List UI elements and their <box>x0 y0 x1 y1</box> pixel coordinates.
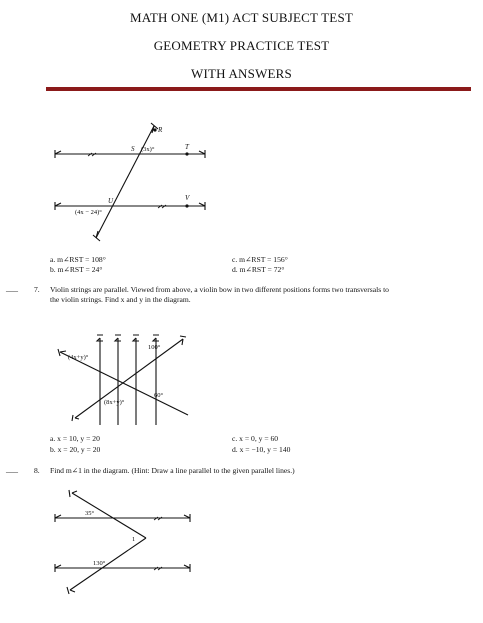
q6-choice-a[interactable]: a. m∠RST = 108° <box>50 255 106 264</box>
doc-title-line-3: WITH ANSWERS <box>191 66 292 81</box>
q6-choice-c[interactable]: c. m∠RST = 156° <box>232 255 288 264</box>
label-v: V <box>185 194 190 202</box>
q6-choice-b[interactable]: b. m∠RST = 24° <box>50 265 103 274</box>
q7-choice-d[interactable]: d. x = −10, y = 140 <box>232 445 291 454</box>
q8-text: Find m∠1 in the diagram. (Hint: Draw a line parallel to the given parallel lines.) <box>50 466 295 475</box>
angle-label: (4x − 24)° <box>75 209 102 216</box>
question-number: 8. <box>34 466 40 475</box>
angle-label: 1 <box>132 536 136 543</box>
q7-text: the violin strings. Find x and y in the diagram. <box>50 295 191 304</box>
q7-text: Violin strings are parallel. Viewed from above, a violin bow in two different positions forms two transversals to <box>50 285 389 294</box>
q7-choice-b[interactable]: b. x = 20, y = 20 <box>50 445 101 454</box>
doc-title-line-1: MATH ONE (M1) ACT SUBJECT TEST <box>129 10 354 25</box>
angle-label: (8x+y)° <box>104 399 125 406</box>
q6-choice-d[interactable]: d. m∠RST = 72° <box>232 265 285 274</box>
angle-label: (3x)° <box>141 146 155 153</box>
answer-blank[interactable]: ___ <box>6 284 18 293</box>
label-t: T <box>185 143 189 151</box>
angle-label: (4x+y)° <box>68 354 89 361</box>
angle-label: 35° <box>85 510 95 517</box>
question-number: 7. <box>34 285 40 294</box>
label-s: S <box>131 145 135 153</box>
q7-choice-a[interactable]: a. x = 10, y = 20 <box>50 434 100 443</box>
angle-label: 100° <box>148 344 161 351</box>
doc-title-line-2: GEOMETRY PRACTICE TEST <box>153 38 330 53</box>
angle-label: 130° <box>93 560 106 567</box>
answer-blank[interactable]: ___ <box>6 465 18 474</box>
angle-label: 60° <box>154 392 164 399</box>
q7-choice-c[interactable]: c. x = 0, y = 60 <box>232 434 279 443</box>
label-u: U <box>108 197 114 205</box>
label-r: R <box>158 126 163 134</box>
